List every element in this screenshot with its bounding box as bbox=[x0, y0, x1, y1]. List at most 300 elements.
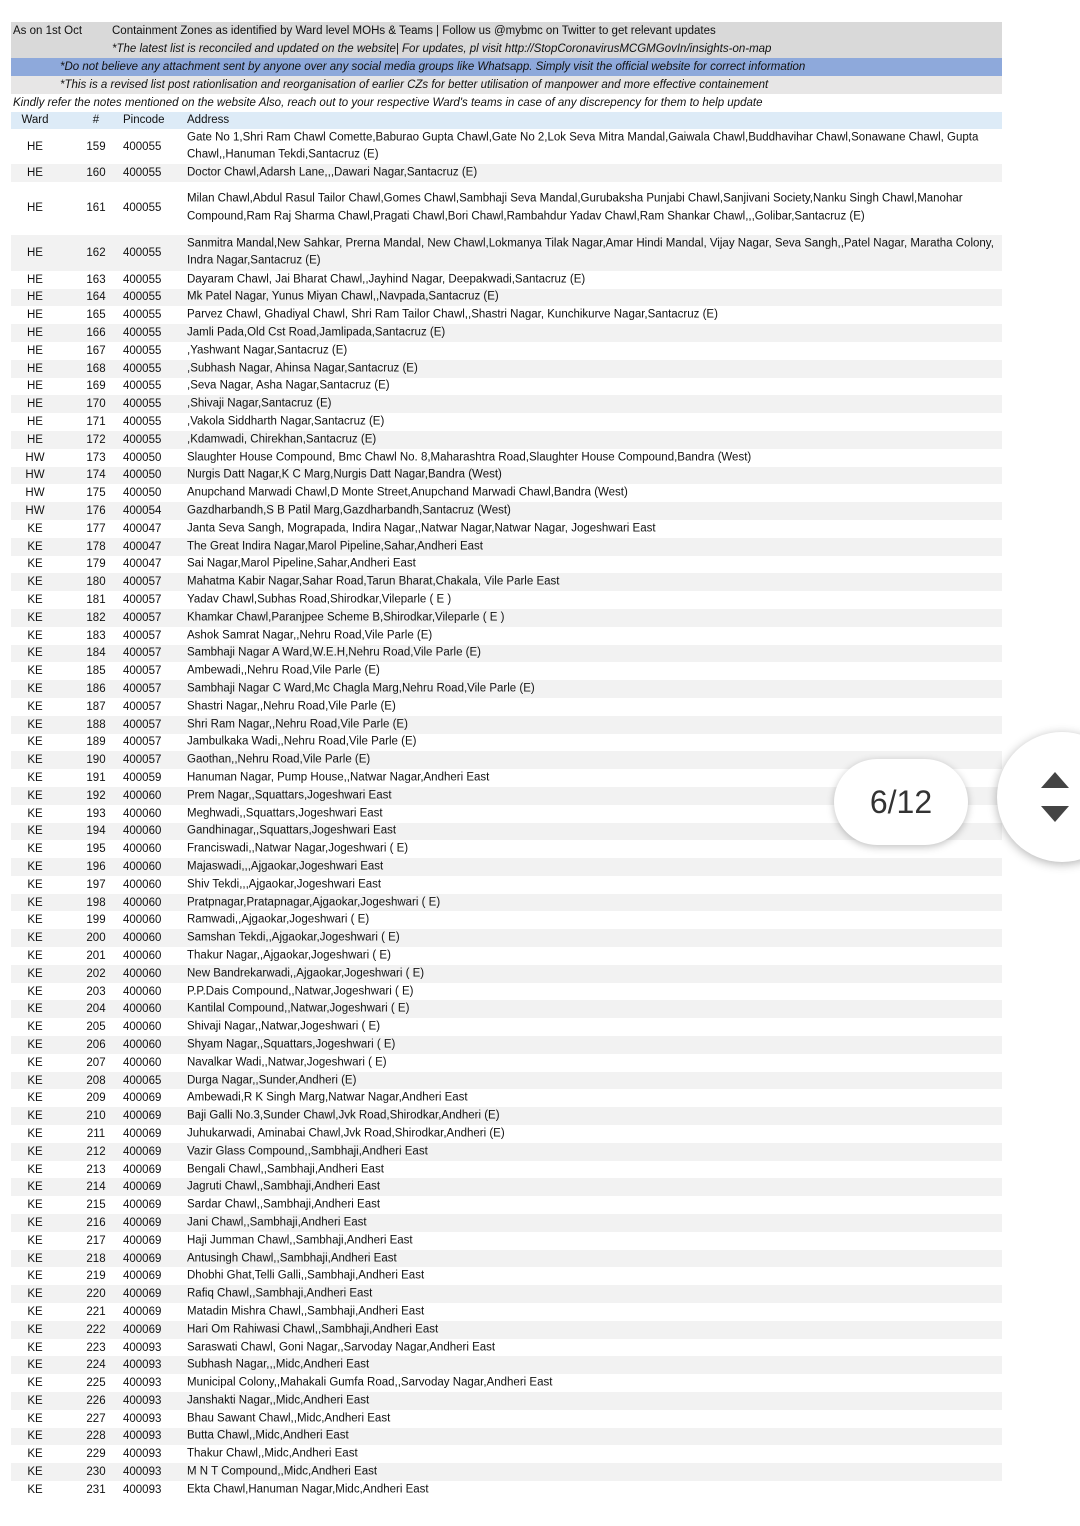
row-address: ,Shivaji Nagar,Santacruz (E) bbox=[187, 397, 332, 410]
row-number: 160 bbox=[86, 166, 106, 179]
table-row bbox=[11, 1125, 1002, 1143]
row-number: 212 bbox=[86, 1145, 106, 1158]
row-ward: KE bbox=[27, 540, 43, 553]
header-title-row bbox=[11, 22, 1002, 40]
row-address: ,Yashwant Nagar,Santacruz (E) bbox=[187, 344, 348, 357]
row-pincode: 400093 bbox=[123, 1483, 162, 1496]
row-address: Shyam Nagar,,Squattars,Jogeshwari ( E) bbox=[187, 1038, 396, 1051]
row-ward: KE bbox=[27, 1412, 43, 1425]
row-ward: HE bbox=[27, 327, 43, 340]
row-number: 224 bbox=[86, 1359, 106, 1372]
row-number: 181 bbox=[86, 594, 106, 607]
row-pincode: 400060 bbox=[123, 878, 162, 891]
table-row bbox=[11, 360, 1002, 378]
row-pincode: 400093 bbox=[123, 1466, 162, 1479]
note-revision: *This is a revised list post rationlisation and reorganisation of earlier CZs for better utilisation of manpower and more effective containement bbox=[60, 79, 769, 91]
row-number: 199 bbox=[86, 914, 106, 927]
row-number: 187 bbox=[86, 700, 106, 713]
row-number: 195 bbox=[86, 843, 106, 856]
row-number: 189 bbox=[86, 736, 106, 749]
row-pincode: 400069 bbox=[123, 1163, 162, 1176]
row-address: Franciswadi,,Natwar Nagar,Jogeshwari ( E) bbox=[187, 842, 409, 855]
row-pincode: 400057 bbox=[123, 718, 162, 731]
row-address: Gandhinagar,,Squattars,Jogeshwari East bbox=[187, 824, 397, 837]
row-pincode: 400055 bbox=[123, 416, 162, 429]
row-ward: HE bbox=[27, 246, 43, 259]
row-address: ,Seva Nagar, Asha Nagar,Santacruz (E) bbox=[187, 379, 390, 392]
row-number: 178 bbox=[86, 540, 106, 553]
row-number: 185 bbox=[86, 665, 106, 678]
page-scroller[interactable] bbox=[997, 732, 1080, 862]
table-row bbox=[11, 734, 1002, 752]
row-number: 222 bbox=[86, 1323, 106, 1336]
row-ward: KE bbox=[27, 860, 43, 873]
table-row bbox=[11, 627, 1002, 645]
row-number: 165 bbox=[86, 309, 106, 322]
row-address: Shastri Nagar,,Nehru Road,Vile Parle (E) bbox=[187, 700, 396, 713]
table-row bbox=[11, 680, 1002, 698]
table-row bbox=[11, 378, 1002, 396]
column-headers bbox=[11, 112, 1002, 129]
row-address: Prem Nagar,,Squattars,Jogeshwari East bbox=[187, 789, 392, 802]
chevron-up-icon[interactable] bbox=[1041, 772, 1069, 788]
row-pincode: 400057 bbox=[123, 736, 162, 749]
row-number: 164 bbox=[86, 291, 106, 304]
table-row bbox=[11, 395, 1002, 413]
row-address: Gazdharbandh,S B Patil Marg,Gazdharbandh,Santacruz (West) bbox=[187, 504, 511, 517]
row-address: Kantilal Compound,,Natwar,Jogeshwari ( E) bbox=[187, 1002, 410, 1015]
row-pincode: 400047 bbox=[123, 558, 162, 571]
table-row bbox=[11, 1196, 1002, 1214]
table-row bbox=[11, 1000, 1002, 1018]
row-number: 210 bbox=[86, 1110, 106, 1123]
note-whatsapp-warning: *Do not believe any attachment sent by anyone over any social media groups like Whatsapp. Simply visit the official website for correct information bbox=[60, 61, 806, 73]
sheet-title: Containment Zones as identified by Ward level MOHs & Teams | Follow us @mybmc on Twitter to get relevant updates bbox=[112, 25, 716, 37]
row-number: 177 bbox=[86, 522, 106, 535]
row-address: Jamli Pada,Old Cst Road,Jamlipada,Santacruz (E) bbox=[187, 326, 446, 339]
row-pincode: 400069 bbox=[123, 1145, 162, 1158]
row-pincode: 400057 bbox=[123, 611, 162, 624]
col-address: Address bbox=[187, 114, 230, 126]
row-number: 202 bbox=[86, 967, 106, 980]
row-pincode: 400055 bbox=[123, 380, 162, 393]
row-ward: KE bbox=[27, 1003, 43, 1016]
row-pincode: 400057 bbox=[123, 576, 162, 589]
row-pincode: 400057 bbox=[123, 700, 162, 713]
row-address: Sanmitra Mandal,New Sahkar, Prerna Mandal, New Chawl,Lokmanya Tilak Nagar,Amar Hindi Mandal, Vijay Nagar, Seva Sangh,,Patel Nagar, Maratha Colony, Indra Nagar,Santacruz (E) bbox=[187, 237, 994, 267]
row-ward: KE bbox=[27, 843, 43, 856]
col-pincode: Pincode bbox=[123, 114, 165, 126]
col-number: # bbox=[92, 114, 100, 126]
row-ward: KE bbox=[27, 1483, 43, 1496]
row-ward: HW bbox=[25, 505, 45, 518]
row-number: 227 bbox=[86, 1412, 106, 1425]
col-ward: Ward bbox=[21, 114, 49, 126]
header-revision-row bbox=[11, 76, 1002, 94]
row-pincode: 400069 bbox=[123, 1252, 162, 1265]
row-number: 175 bbox=[86, 487, 106, 500]
table-row bbox=[11, 484, 1002, 502]
row-address: Milan Chawl,Abdul Rasul Tailor Chawl,Gomes Chawl,Sambhaji Seva Mandal,Gurubaksha Punjabi Chawl,Sanjivani Society,Nanku Singh Chawl,Manohar Compound,Ram Raj Sharma Chawl,Pragati Chawl,Bori Chawl,Rambahdur Yadav Chawl,Ram Shankar Chawl,,,Golibar,Santacruz (E) bbox=[187, 192, 963, 223]
row-address: Navalkar Wadi,,Natwar,Jogeshwari ( E) bbox=[187, 1056, 387, 1068]
row-ward: KE bbox=[27, 1145, 43, 1158]
row-pincode: 400055 bbox=[123, 202, 162, 215]
row-ward: KE bbox=[27, 736, 43, 749]
row-number: 214 bbox=[86, 1181, 106, 1194]
row-ward: KE bbox=[27, 1305, 43, 1318]
row-number: 197 bbox=[86, 878, 106, 891]
row-address: Hanuman Nagar, Pump House,,Natwar Nagar,Andheri East bbox=[187, 771, 490, 784]
row-number: 159 bbox=[86, 140, 106, 153]
table-row bbox=[11, 1303, 1002, 1321]
table-row bbox=[11, 324, 1002, 342]
row-pincode: 400055 bbox=[123, 327, 162, 340]
table-row bbox=[11, 1178, 1002, 1196]
table-row bbox=[11, 840, 1002, 858]
row-address: Subhash Nagar,,,Midc,Andheri East bbox=[187, 1358, 370, 1371]
row-number: 180 bbox=[86, 576, 106, 589]
row-ward: KE bbox=[27, 1394, 43, 1407]
row-number: 190 bbox=[86, 754, 106, 767]
row-ward: KE bbox=[27, 949, 43, 962]
table-row bbox=[11, 413, 1002, 431]
row-number: 198 bbox=[86, 896, 106, 909]
row-ward: KE bbox=[27, 878, 43, 891]
row-pincode: 400093 bbox=[123, 1359, 162, 1372]
table-row bbox=[11, 449, 1002, 467]
row-ward: HE bbox=[27, 380, 43, 393]
row-number: 161 bbox=[86, 202, 106, 215]
table-row bbox=[11, 342, 1002, 360]
row-ward: KE bbox=[27, 1359, 43, 1372]
row-number: 191 bbox=[86, 772, 106, 784]
table-row bbox=[11, 1143, 1002, 1161]
table-row bbox=[11, 1463, 1002, 1481]
row-address: New Bandrekarwadi,,Ajgaokar,Jogeshwari ( E) bbox=[187, 967, 425, 980]
table-row bbox=[11, 1321, 1002, 1339]
row-number: 216 bbox=[86, 1216, 106, 1229]
row-address: Gaothan,,Nehru Road,Vile Parle (E) bbox=[187, 753, 371, 766]
row-ward: KE bbox=[27, 1252, 43, 1265]
table-row bbox=[11, 1392, 1002, 1410]
table-row bbox=[11, 965, 1002, 983]
table-row bbox=[11, 983, 1002, 1001]
row-ward: KE bbox=[27, 1199, 43, 1212]
row-address: Jagruti Chawl,,Sambhaji,Andheri East bbox=[187, 1180, 381, 1193]
row-pincode: 400093 bbox=[123, 1412, 162, 1425]
row-pincode: 400057 bbox=[123, 754, 162, 767]
row-pincode: 400055 bbox=[123, 291, 162, 304]
table-row bbox=[11, 1232, 1002, 1250]
row-address: Yadav Chawl,Subhas Road,Shirodkar,Vileparle ( E ) bbox=[187, 593, 452, 606]
row-pincode: 400057 bbox=[123, 683, 162, 696]
row-address: Slaughter House Compound, Bmc Chawl No. 8,Maharashtra Road,Slaughter House Compound,Bandra (West) bbox=[187, 450, 752, 463]
row-address: ,Kdamwadi, Chirekhan,Santacruz (E) bbox=[187, 433, 377, 446]
table-row bbox=[11, 520, 1002, 538]
row-pincode: 400060 bbox=[123, 807, 162, 820]
row-address: Majaswadi,,,Ajgaokar,Jogeshwari East bbox=[187, 860, 384, 873]
row-ward: KE bbox=[27, 1323, 43, 1336]
row-ward: HW bbox=[25, 469, 45, 482]
row-pincode: 400055 bbox=[123, 140, 162, 153]
row-ward: KE bbox=[27, 1466, 43, 1479]
table-row bbox=[11, 573, 1002, 591]
row-number: 229 bbox=[86, 1448, 106, 1461]
row-number: 200 bbox=[86, 932, 106, 945]
row-pincode: 400050 bbox=[123, 451, 162, 464]
row-address: Thakur Chawl,,Midc,Andheri East bbox=[187, 1447, 358, 1460]
row-address: Jani Chawl,,Sambhaji,Andheri East bbox=[187, 1216, 367, 1229]
table-row bbox=[11, 467, 1002, 485]
row-number: 173 bbox=[86, 451, 106, 464]
table-row bbox=[11, 1356, 1002, 1374]
table-row bbox=[11, 1267, 1002, 1285]
table-row bbox=[11, 1072, 1002, 1090]
row-address: Gate No 1,Shri Ram Chawl Comette,Baburao Gupta Chawl,Gate No 2,Lok Seva Mitra Mandal,Gaiwala Chawl,Buddhavihar Chawl,Sonawane Chawl, Gupta Chawl,,Hanuman Tekdi,Santacruz (E) bbox=[187, 131, 979, 161]
table-row bbox=[11, 1089, 1002, 1107]
row-number: 163 bbox=[86, 273, 106, 286]
row-number: 188 bbox=[86, 718, 106, 731]
row-number: 231 bbox=[86, 1483, 106, 1496]
row-pincode: 400057 bbox=[123, 647, 162, 660]
row-ward: KE bbox=[27, 1181, 43, 1194]
row-address: Doctor Chawl,Adarsh Lane,,,Dawari Nagar,Santacruz (E) bbox=[187, 166, 478, 179]
row-address: Shivaji Nagar,,Natwar,Jogeshwari ( E) bbox=[187, 1020, 381, 1033]
row-ward: KE bbox=[27, 932, 43, 945]
row-address: ,Subhash Nagar, Ahinsa Nagar,Santacruz (E) bbox=[187, 361, 418, 374]
row-number: 211 bbox=[86, 1127, 106, 1140]
table-row bbox=[11, 609, 1002, 627]
row-pincode: 400047 bbox=[123, 540, 162, 553]
row-ward: KE bbox=[27, 985, 43, 998]
row-address: The Great Indira Nagar,Marol Pipeline,Sahar,Andheri East bbox=[187, 539, 483, 552]
row-pincode: 400060 bbox=[123, 932, 162, 945]
chevron-down-icon[interactable] bbox=[1041, 806, 1069, 822]
row-number: 170 bbox=[86, 398, 106, 411]
row-number: 171 bbox=[86, 416, 106, 429]
row-number: 209 bbox=[86, 1092, 106, 1105]
row-ward: KE bbox=[27, 1234, 43, 1247]
table-row bbox=[11, 502, 1002, 520]
table-row bbox=[11, 716, 1002, 734]
table-row bbox=[11, 1428, 1002, 1446]
row-address: Dayaram Chawl, Jai Bharat Chawl,,Jayhind Nagar, Deepakwadi,Santacruz (E) bbox=[187, 272, 586, 285]
row-ward: KE bbox=[27, 1038, 43, 1051]
row-ward: KE bbox=[27, 647, 43, 660]
row-ward: KE bbox=[27, 1448, 43, 1461]
row-number: 196 bbox=[86, 860, 106, 873]
row-number: 203 bbox=[86, 985, 106, 998]
table-row bbox=[11, 591, 1002, 609]
row-ward: HE bbox=[27, 362, 43, 375]
row-pincode: 400060 bbox=[123, 985, 162, 998]
row-pincode: 400055 bbox=[123, 166, 162, 179]
row-address: Antusingh Chawl,,Sambhaji,Andheri East bbox=[187, 1251, 397, 1264]
row-number: 183 bbox=[86, 629, 106, 642]
table-row bbox=[11, 1250, 1002, 1268]
row-number: 225 bbox=[86, 1377, 106, 1390]
row-number: 215 bbox=[86, 1199, 106, 1212]
table-row bbox=[11, 1339, 1002, 1357]
table-row bbox=[11, 1410, 1002, 1428]
row-ward: HE bbox=[27, 140, 43, 153]
row-number: 218 bbox=[86, 1252, 106, 1265]
row-ward: HE bbox=[27, 433, 43, 446]
row-pincode: 400065 bbox=[123, 1074, 162, 1087]
row-number: 168 bbox=[86, 362, 106, 375]
row-address: Rafiq Chawl,,Sambhaji,Andheri East bbox=[187, 1287, 373, 1300]
table-row bbox=[11, 271, 1002, 289]
row-address: Baji Galli No.3,Sunder Chawl,Jvk Road,Shirodkar,Andheri (E) bbox=[187, 1109, 500, 1122]
row-number: 174 bbox=[86, 469, 106, 482]
row-address: Matadin Mishra Chawl,,Sambhaji,Andheri East bbox=[187, 1305, 425, 1318]
row-pincode: 400069 bbox=[123, 1127, 162, 1140]
row-ward: KE bbox=[27, 1092, 43, 1105]
row-pincode: 400055 bbox=[123, 273, 162, 286]
row-address: Sambhaji Nagar A Ward,W.E.H,Nehru Road,Vile Parle (E) bbox=[187, 646, 482, 659]
table-row bbox=[11, 1054, 1002, 1072]
table-row bbox=[11, 289, 1002, 307]
row-number: 208 bbox=[86, 1074, 106, 1087]
row-address: Shiv Tekdi,,,Ajgaokar,Jogeshwari East bbox=[187, 878, 382, 891]
row-number: 176 bbox=[86, 505, 106, 518]
row-address: Janta Seva Sangh, Mograpada, Indira Nagar,,Natwar Nagar,Natwar Nagar, Jogeshwari East bbox=[187, 522, 656, 535]
row-address: Nurgis Datt Nagar,K C Marg,Nurgis Datt Nagar,Bandra (West) bbox=[187, 468, 502, 481]
row-number: 228 bbox=[86, 1430, 106, 1443]
row-address: Ashok Samrat Nagar,,Nehru Road,Vile Parle (E) bbox=[187, 628, 433, 641]
table-row bbox=[11, 1481, 1002, 1499]
row-ward: HE bbox=[27, 416, 43, 429]
row-pincode: 400059 bbox=[123, 772, 162, 784]
row-ward: KE bbox=[27, 1163, 43, 1176]
row-pincode: 400093 bbox=[123, 1430, 162, 1443]
row-pincode: 400093 bbox=[123, 1377, 162, 1390]
row-address: Anupchand Marwadi Chawl,D Monte Street,Anupchand Marwadi Chawl,Bandra (West) bbox=[187, 486, 628, 499]
note-refer: Kindly refer the notes mentioned on the website Also, reach out to your respective Ward's teams in case of any discrepency for them to help update bbox=[13, 97, 763, 109]
row-number: 230 bbox=[86, 1466, 106, 1479]
row-number: 213 bbox=[86, 1163, 106, 1176]
row-ward: KE bbox=[27, 789, 43, 802]
row-ward: HW bbox=[25, 487, 45, 500]
row-number: 219 bbox=[86, 1270, 106, 1283]
row-pincode: 400069 bbox=[123, 1234, 162, 1247]
row-ward: KE bbox=[27, 1127, 43, 1140]
row-number: 184 bbox=[86, 647, 106, 660]
table-row bbox=[11, 182, 1002, 235]
row-pincode: 400060 bbox=[123, 914, 162, 927]
header-warning-row bbox=[11, 58, 1002, 76]
table-row bbox=[11, 929, 1002, 947]
row-number: 193 bbox=[86, 807, 106, 820]
table-row bbox=[11, 164, 1002, 182]
row-number: 226 bbox=[86, 1394, 106, 1407]
table-row bbox=[11, 1161, 1002, 1179]
table-row bbox=[11, 431, 1002, 449]
row-pincode: 400069 bbox=[123, 1323, 162, 1336]
header-refer-row bbox=[11, 94, 1002, 112]
row-number: 194 bbox=[86, 825, 106, 838]
row-address: Mk Patel Nagar, Yunus Miyan Chawl,,Navpada,Santacruz (E) bbox=[187, 290, 499, 303]
row-pincode: 400069 bbox=[123, 1288, 162, 1301]
row-ward: HE bbox=[27, 309, 43, 322]
row-number: 172 bbox=[86, 433, 106, 446]
table-row bbox=[11, 1107, 1002, 1125]
row-pincode: 400060 bbox=[123, 949, 162, 962]
row-ward: KE bbox=[27, 1074, 43, 1087]
row-pincode: 400055 bbox=[123, 362, 162, 375]
row-ward: HE bbox=[27, 273, 43, 286]
row-address: Sai Nagar,Marol Pipeline,Sahar,Andheri East bbox=[187, 557, 416, 570]
row-address: Sambhaji Nagar C Ward,Mc Chagla Marg,Nehru Road,Vile Parle (E) bbox=[187, 682, 535, 695]
table-row bbox=[11, 645, 1002, 663]
row-pincode: 400054 bbox=[123, 505, 162, 518]
row-ward: KE bbox=[27, 1021, 43, 1034]
table-row bbox=[11, 235, 1002, 271]
row-pincode: 400060 bbox=[123, 825, 162, 838]
row-ward: KE bbox=[27, 1341, 43, 1354]
row-number: 223 bbox=[86, 1341, 106, 1354]
note-website: *The latest list is reconciled and updated on the website| For updates, pl visit http://StopCoronavirusMCGMGovIn/insights-on-map bbox=[112, 43, 772, 55]
row-ward: KE bbox=[27, 772, 43, 784]
page-indicator: 6/12 bbox=[834, 759, 968, 845]
row-pincode: 400093 bbox=[123, 1394, 162, 1407]
row-ward: HE bbox=[27, 166, 43, 179]
row-number: 182 bbox=[86, 611, 106, 624]
row-number: 169 bbox=[86, 380, 106, 393]
row-pincode: 400069 bbox=[123, 1181, 162, 1194]
row-pincode: 400069 bbox=[123, 1270, 162, 1283]
table-row bbox=[11, 538, 1002, 556]
row-ward: HE bbox=[27, 398, 43, 411]
table-row bbox=[11, 1036, 1002, 1054]
row-ward: KE bbox=[27, 825, 43, 838]
row-address: Hari Om Rahiwasi Chawl,,Sambhaji,Andheri East bbox=[187, 1322, 439, 1335]
row-number: 207 bbox=[86, 1056, 106, 1069]
row-address: Khamkar Chawl,Paranjpee Scheme B,Shirodkar,Vileparle ( E ) bbox=[187, 611, 505, 624]
row-ward: KE bbox=[27, 522, 43, 535]
row-ward: KE bbox=[27, 754, 43, 767]
row-address: Ambewadi,,Nehru Road,Vile Parle (E) bbox=[187, 664, 380, 677]
row-pincode: 400060 bbox=[123, 1038, 162, 1051]
row-number: 167 bbox=[86, 344, 106, 357]
row-pincode: 400057 bbox=[123, 665, 162, 678]
row-number: 162 bbox=[86, 246, 106, 259]
row-ward: KE bbox=[27, 718, 43, 731]
row-address: Vazir Glass Compound,,Sambhaji,Andheri East bbox=[187, 1144, 428, 1157]
row-pincode: 400060 bbox=[123, 896, 162, 909]
row-pincode: 400055 bbox=[123, 246, 162, 259]
row-address: P.P.Dais Compound,,Natwar,Jogeshwari ( E) bbox=[187, 984, 414, 997]
row-address: Thakur Nagar,,Ajgaokar,Jogeshwari ( E) bbox=[187, 949, 391, 962]
row-address: Meghwadi,,Squattars,Jogeshwari East bbox=[187, 806, 383, 819]
row-pincode: 400069 bbox=[123, 1199, 162, 1212]
row-ward: KE bbox=[27, 1056, 43, 1069]
row-address: Ekta Chawl,Hanuman Nagar,Midc,Andheri East bbox=[187, 1483, 429, 1496]
row-number: 205 bbox=[86, 1021, 106, 1034]
row-number: 186 bbox=[86, 683, 106, 696]
row-ward: KE bbox=[27, 576, 43, 589]
row-number: 166 bbox=[86, 327, 106, 340]
row-ward: KE bbox=[27, 896, 43, 909]
row-pincode: 400060 bbox=[123, 1056, 162, 1069]
row-pincode: 400057 bbox=[123, 594, 162, 607]
row-number: 221 bbox=[86, 1305, 106, 1318]
row-pincode: 400069 bbox=[123, 1216, 162, 1229]
row-address: Dhobhi Ghat,Telli Galli,,Sambhaji,Andheri East bbox=[187, 1269, 425, 1282]
table-row bbox=[11, 1285, 1002, 1303]
row-address: Samshan Tekdi,,Ajgaokar,Jogeshwari ( E) bbox=[187, 931, 400, 944]
row-pincode: 400055 bbox=[123, 309, 162, 322]
